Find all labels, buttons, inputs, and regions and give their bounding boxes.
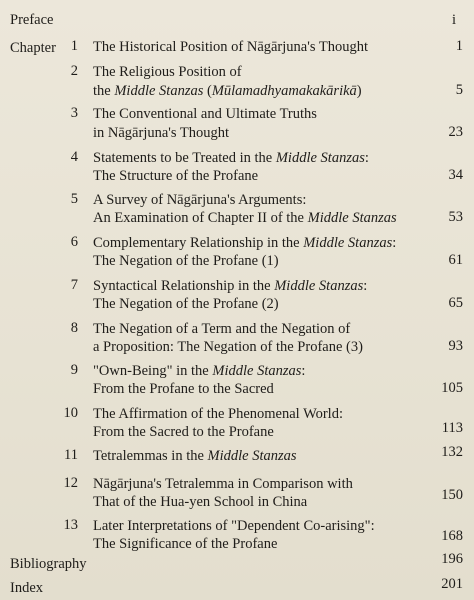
chapter-number: 10	[63, 405, 78, 421]
preface-label: Preface	[10, 12, 54, 28]
chapter-page: 53	[448, 209, 463, 225]
chapter-title: The Conventional and Ultimate Truths	[93, 106, 317, 122]
index-label: Index	[10, 580, 44, 596]
chapter-number: 3	[70, 105, 78, 121]
chapter-page: 105	[441, 380, 463, 396]
chapter-title-line2: From the Profane to the Sacred	[93, 381, 274, 397]
chapter-number: 12	[63, 475, 78, 491]
chapter-title: The Negation of a Term and the Negation of	[93, 321, 351, 337]
bibliography-page: 196	[441, 551, 463, 567]
chapter-title: Statements to be Treated in the Middle Stanzas:	[93, 150, 369, 166]
chapter-page: 61	[448, 252, 463, 268]
chapter-title-line2: The Structure of the Profane	[93, 168, 259, 184]
bibliography-label: Bibliography	[10, 556, 87, 572]
chapter-number: 2	[70, 63, 78, 79]
index-page: 201	[441, 576, 463, 592]
chapter-title: Tetralemmas in the Middle Stanzas	[93, 448, 297, 464]
chapter-page: 5	[455, 82, 463, 98]
chapter-title: The Religious Position of	[93, 64, 242, 80]
chapter-title: Syntactical Relationship in the Middle Stanzas:	[93, 278, 368, 294]
chapter-number: 8	[70, 320, 78, 336]
chapter-number: 9	[70, 362, 78, 378]
chapter-title: A Survey of Nāgārjuna's Arguments:	[93, 192, 307, 208]
chapter-title: The Historical Position of Nāgārjuna's Thought	[93, 39, 368, 55]
chapter-title-line2: That of the Hua-yen School in China	[93, 494, 308, 510]
chapter-title: Nāgārjuna's Tetralemma in Comparison with	[93, 476, 353, 492]
chapter-page: 1	[455, 38, 463, 54]
chapter-page: 65	[448, 295, 463, 311]
chapter-page: 132	[441, 444, 463, 460]
chapter-number: 7	[70, 277, 78, 293]
chapter-number: 4	[70, 149, 78, 165]
chapter-title-line2: The Significance of the Profane	[93, 536, 278, 552]
chapter-word: Chapter	[10, 40, 56, 56]
chapter-number: 13	[63, 517, 78, 533]
chapter-page: 150	[441, 487, 463, 503]
chapter-title: "Own-Being" in the Middle Stanzas:	[93, 363, 306, 379]
chapter-number: 5	[70, 191, 78, 207]
chapter-title-line2: a Proposition: The Negation of the Profane (3)	[93, 339, 363, 355]
chapter-page: 168	[441, 528, 463, 544]
chapter-number: 11	[64, 447, 78, 463]
chapter-title: Complementary Relationship in the Middle Stanzas:	[93, 235, 397, 251]
chapter-page: 34	[448, 167, 463, 183]
chapter-number: 1	[70, 38, 78, 54]
chapter-title-line2: From the Sacred to the Profane	[93, 424, 274, 440]
chapter-title-line2: The Negation of the Profane (1)	[93, 253, 279, 269]
preface-page: i	[452, 12, 457, 28]
chapter-title: The Affirmation of the Phenomenal World:	[93, 406, 343, 422]
chapter-title-line2: The Negation of the Profane (2)	[93, 296, 279, 312]
chapter-title: Later Interpretations of "Dependent Co-arising":	[93, 518, 375, 534]
chapter-page: 23	[448, 124, 463, 140]
chapter-title-line2: the Middle Stanzas (Mūlamadhyamakakārikā)	[93, 83, 362, 99]
chapter-page: 93	[448, 338, 463, 354]
chapter-number: 6	[70, 234, 78, 250]
chapter-title-line2: in Nāgārjuna's Thought	[93, 125, 230, 141]
chapter-page: 113	[441, 420, 463, 436]
chapter-title-line2: An Examination of Chapter II of the Middle Stanzas	[93, 210, 397, 226]
